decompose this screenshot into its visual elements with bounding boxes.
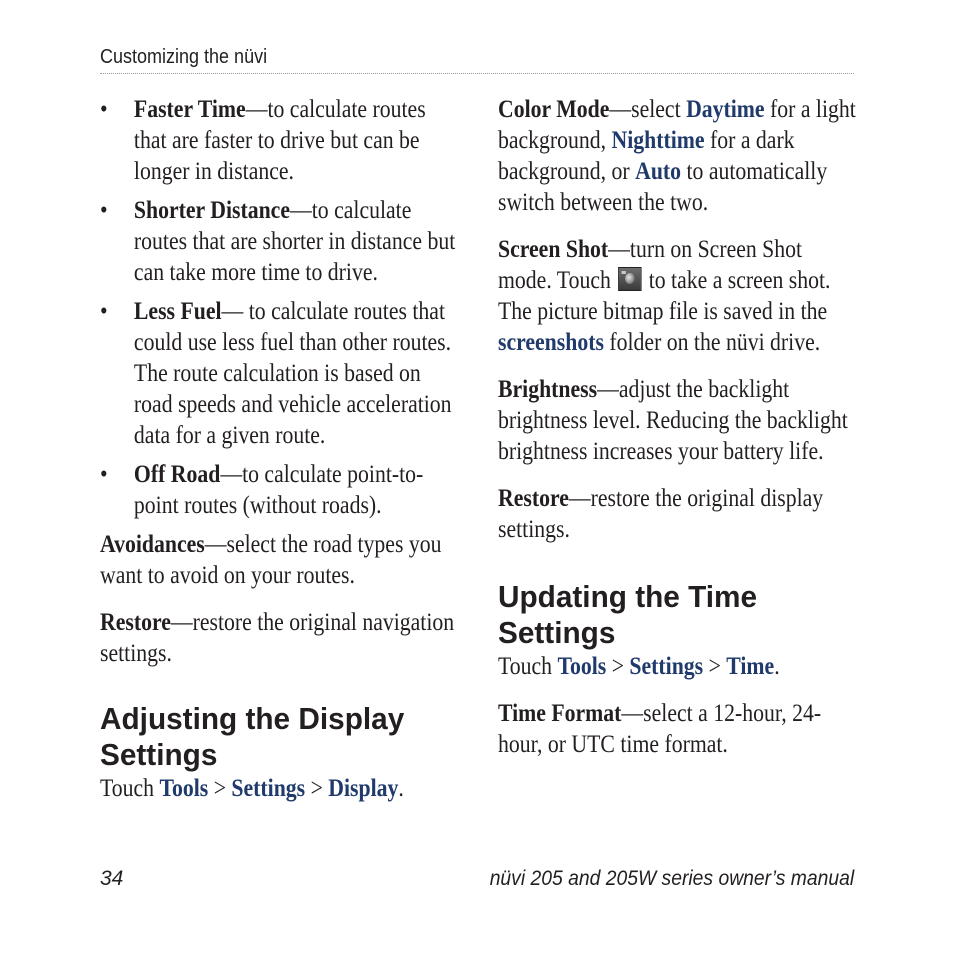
list-item [100,94,459,187]
restore-navigation-paragraph [100,607,459,669]
option-auto[interactable]: Auto [635,158,682,185]
restore-display-paragraph [498,483,857,545]
path-separator: > [703,653,727,680]
term-brightness: Brightness [498,376,598,403]
bullet-dot: • [100,96,108,123]
left-column [100,94,460,804]
menu-link-settings[interactable]: Settings [629,653,704,680]
path-prefix: Touch [100,775,160,802]
time-format-paragraph [498,698,857,760]
term-off-road: Off Road [133,461,221,488]
bullet-dot: • [100,197,108,224]
menu-link-tools[interactable]: Tools [557,653,607,680]
term-shorter-distance: Shorter Distance [133,197,290,224]
bullet-dot: • [100,298,108,325]
folder-screenshots: screenshots [498,329,604,356]
text-run: folder on the nüvi drive. [603,329,821,356]
term-time-format: Time Format [498,700,622,727]
path-separator: > [305,775,329,802]
section-heading-display: Adjusting the Display Settings [100,701,405,772]
right-column-text [498,94,857,545]
desc-shorter-distance: —to calculate routes that are shorter in distance but can take more time to drive. [133,197,456,286]
desc-brightness: —adjust the backlight brightness level. Reducing the backlight brightness increases your battery life. [498,376,848,465]
time-menu-path [498,651,857,760]
camera-icon[interactable] [618,267,641,291]
bullet-dot: • [100,461,108,488]
display-menu-path [100,773,459,804]
term-restore: Restore [498,485,569,512]
desc-restore: —restore the original display settings. [498,485,824,543]
section-heading-time: Updating the Time Settings [498,579,758,650]
text-run: for a dark background, or [498,127,795,185]
menu-link-display[interactable]: Display [328,775,399,802]
term-less-fuel: Less Fuel [133,298,222,325]
option-daytime[interactable]: Daytime [686,96,765,123]
manual-title: nüvi 205 and 205W series owner’s manual [489,867,854,890]
desc-less-fuel: — to calculate routes that could use less fuel than other routes. The route calculation is based on road speeds and vehicle acceleration data for a given route. [133,298,452,449]
screen-shot-paragraph [498,234,857,358]
term-faster-time: Faster Time [133,96,246,123]
time-path-paragraph [498,651,857,682]
menu-link-time[interactable]: Time [726,653,775,680]
right-column [498,94,858,776]
color-mode-paragraph [498,94,857,218]
path-separator: > [606,653,630,680]
desc-off-road: —to calculate point-to-point routes (without roads). [133,461,424,519]
left-column-text [100,94,459,669]
path-end: . [774,653,780,680]
menu-link-settings[interactable]: Settings [231,775,306,802]
header-divider [100,73,854,74]
desc-restore: —restore the original navigation settings. [100,609,455,667]
avoidances-paragraph [100,529,459,591]
term-color-mode: Color Mode [498,96,610,123]
list-item [100,195,459,288]
path-separator: > [208,775,232,802]
path-end: . [398,775,404,802]
desc-faster-time: —to calculate routes that are faster to drive but can be longer in distance. [133,96,426,185]
text-run: to take a screen shot. The picture bitmap file is saved in the [498,267,831,325]
desc-avoidances: —select the road types you want to avoid on your routes. [100,531,442,589]
running-head: Customizing the nüvi [100,46,268,68]
text-run: for a light background, [498,96,856,154]
option-nighttime[interactable]: Nighttime [611,127,705,154]
brightness-paragraph [498,374,857,467]
term-avoidances: Avoidances [100,531,205,558]
path-prefix: Touch [498,653,558,680]
term-screen-shot: Screen Shot [498,236,609,263]
list-item [100,459,459,521]
term-restore: Restore [100,609,171,636]
text-run: —turn on Screen Shot mode. Touch [498,236,803,294]
text-run: to automatically switch between the two. [498,158,828,216]
text-run: —select [609,96,687,123]
page-number: 34 [100,867,124,890]
menu-link-tools[interactable]: Tools [159,775,209,802]
desc-time-format: —select a 12-hour, 24-hour, or UTC time format. [498,700,822,758]
list-item [100,296,459,451]
